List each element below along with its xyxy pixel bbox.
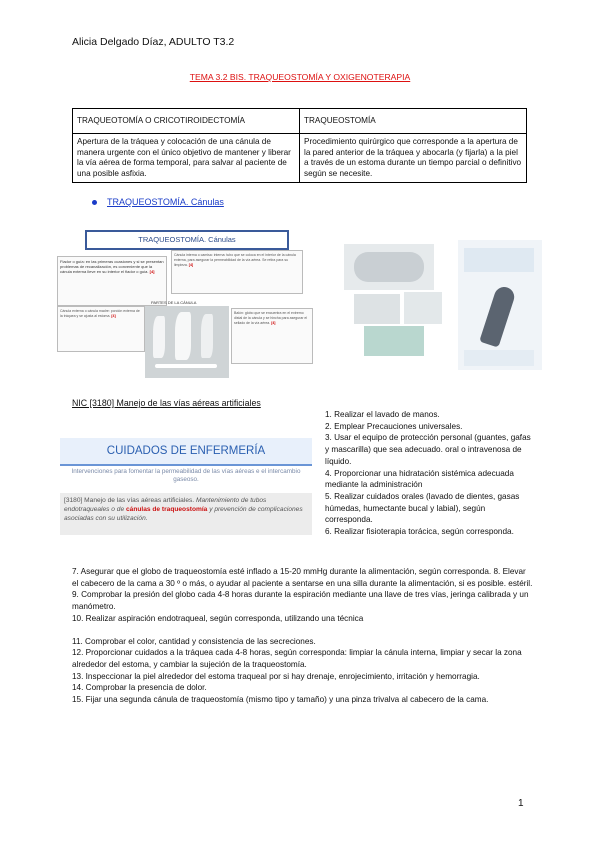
document-author-header: Alicia Delgado Díaz, ADULTO T3.2 (72, 36, 235, 48)
canula-parts-photo (145, 306, 229, 378)
list-item: 11. Comprobar el color, cantidad y consistencia de las secreciones. (72, 636, 316, 646)
table-cell-traqueostomia-definition: Procedimiento quirúrgico que corresponde a la apertura de la pared anterior de la tráquea y abocarla (y fijarla) a la piel a través de un estoma durante un tiempo parcial o definitivo según se necesite. (300, 134, 527, 183)
tracheostomy-diagram-image (458, 240, 542, 370)
nic-heading: NIC [3180] Manejo de las vías aéreas artificiales (72, 398, 261, 408)
list-item: 10. Realizar aspiración endotraqueal, según corresponda, utilizando una técnica (72, 613, 364, 623)
list-item: 6. Realizar fisioterapia torácica, según corresponda. (325, 527, 514, 537)
slide-text-canula-externa: Cánula externa o cánula madre: porción externa de la tráquea y se ajusta al estoma. [4] (57, 306, 145, 352)
list-item: 12. Proporcionar cuidados a la tráquea cada 4-8 horas, según corresponda: limpiar la cánula interna, limpiar y secar la zona alrededor del estoma, y cambiar la sujeción de la traqueostomía. (72, 648, 522, 669)
list-item: 4. Proporcionar una hidratación sistémica adecuada mediante la administración (325, 468, 514, 490)
card-subtitle: Intervenciones para fomentar la permeabilidad de las vías aéreas e el intercambio gaseoso. (71, 468, 301, 483)
slide-text-balon: Balón: globo que se encuentra en el extremo distal de la cánula y se hincha para asegurar el sellado de la vía aérea. [4] (231, 308, 313, 364)
table-header-traqueostomia: TRAQUEOSTOMÍA (300, 109, 527, 134)
cuidados-enfermeria-card (60, 438, 312, 536)
list-item: 13. Inspeccionar la piel alrededor del estoma traqueal por si hay drenaje, enrojecimiento, irritación y hemorragia. (72, 671, 480, 681)
list-item: 5. Realizar cuidados orales (lavado de dientes, gasas húmedas, humectante bucal y labial), según corresponda. (325, 491, 520, 525)
section-bullet-canulas: TRAQUEOSTOMÍA. Cánulas (92, 197, 224, 207)
card-title: CUIDADOS DE ENFERMERÍA (60, 438, 312, 466)
list-item: 3. Usar el equipo de protección personal (guantes, gafas y mascarilla) que sea adecuado. oral o intravenosa de líquido. (325, 433, 531, 466)
canula-photo-top (344, 244, 434, 290)
list-item: 7. Asegurar que el globo de traqueostomía esté inflado a 15-20 mmHg durante la alimentación, según corresponda. 8. Elevar el cabecero de la cama a 30 º o más, o ayudar al paciente a sentarse en una silla durante la alimentación, si es posible. estéril. (72, 567, 533, 588)
list-item: 15. Fijar una segunda cánula de traqueostomía (mismo tipo y tamaño) y una pinza trivalva al cabecero de la cama. (72, 695, 489, 705)
list-item: 1. Realizar el lavado de manos. (325, 410, 440, 419)
document-title: TEMA 3.2 BIS. TRAQUEOSTOMÍA Y OXIGENOTERAPIA (189, 72, 411, 82)
canula-photo-small-2 (404, 292, 442, 324)
comparison-table (72, 108, 527, 183)
steps-block (72, 566, 534, 706)
slide-text-camisa: Cánula interna o camisa: interna: tubo que se coloca en el interior de la cánula externa, para asegurar la permeabilidad de la vía aérea. Se retira para su limpieza. [4] (171, 250, 303, 294)
canula-photo-green (364, 326, 424, 356)
list-item: 9. Comprobar la presión del globo cada 4-8 horas durante la espiración mediante una llave de tres vías, jeringa calibrada y un manómetro. (72, 590, 529, 612)
page-number: 1 (518, 798, 524, 809)
slide-parts-label: PARTES DE LA CÁNULA (151, 300, 197, 305)
bullet-dot-icon (92, 200, 97, 205)
list-item: 14. Comprobar la presencia de dolor. (72, 683, 207, 693)
slide-text-fiador: Fiador o guía: en las primeras ocasiones y si se presentan problemas de recanalización, es conveniente que la cánula externa lleve en su interior el fiador o guía. [4] (57, 256, 167, 306)
canulas-slide-image (55, 222, 317, 380)
steps-right-list (325, 409, 535, 538)
slide-title: TRAQUEOSTOMÍA. Cánulas (85, 230, 289, 250)
table-header-traqueotomia: TRAQUEOTOMÍA O CRICOTIROIDECTOMÍA (73, 109, 300, 134)
canula-photo-small-1 (354, 294, 400, 324)
card-body: [3180] Manejo de las vías aéreas artificiales. Mantenimiento de tubos endotraqueales o de cánulas de traqueostomía y prevención de complicaciones asociadas con su utilización. (60, 493, 312, 535)
table-cell-traqueotomia-definition: Apertura de la tráquea y colocación de una cánula de manera urgente con el único objetivo de mantener y liberar la vía aérea de forma temporal, para salvar al paciente de una posible asfixia. (73, 134, 300, 183)
list-item: 2. Emplear Precauciones universales. (325, 421, 463, 431)
